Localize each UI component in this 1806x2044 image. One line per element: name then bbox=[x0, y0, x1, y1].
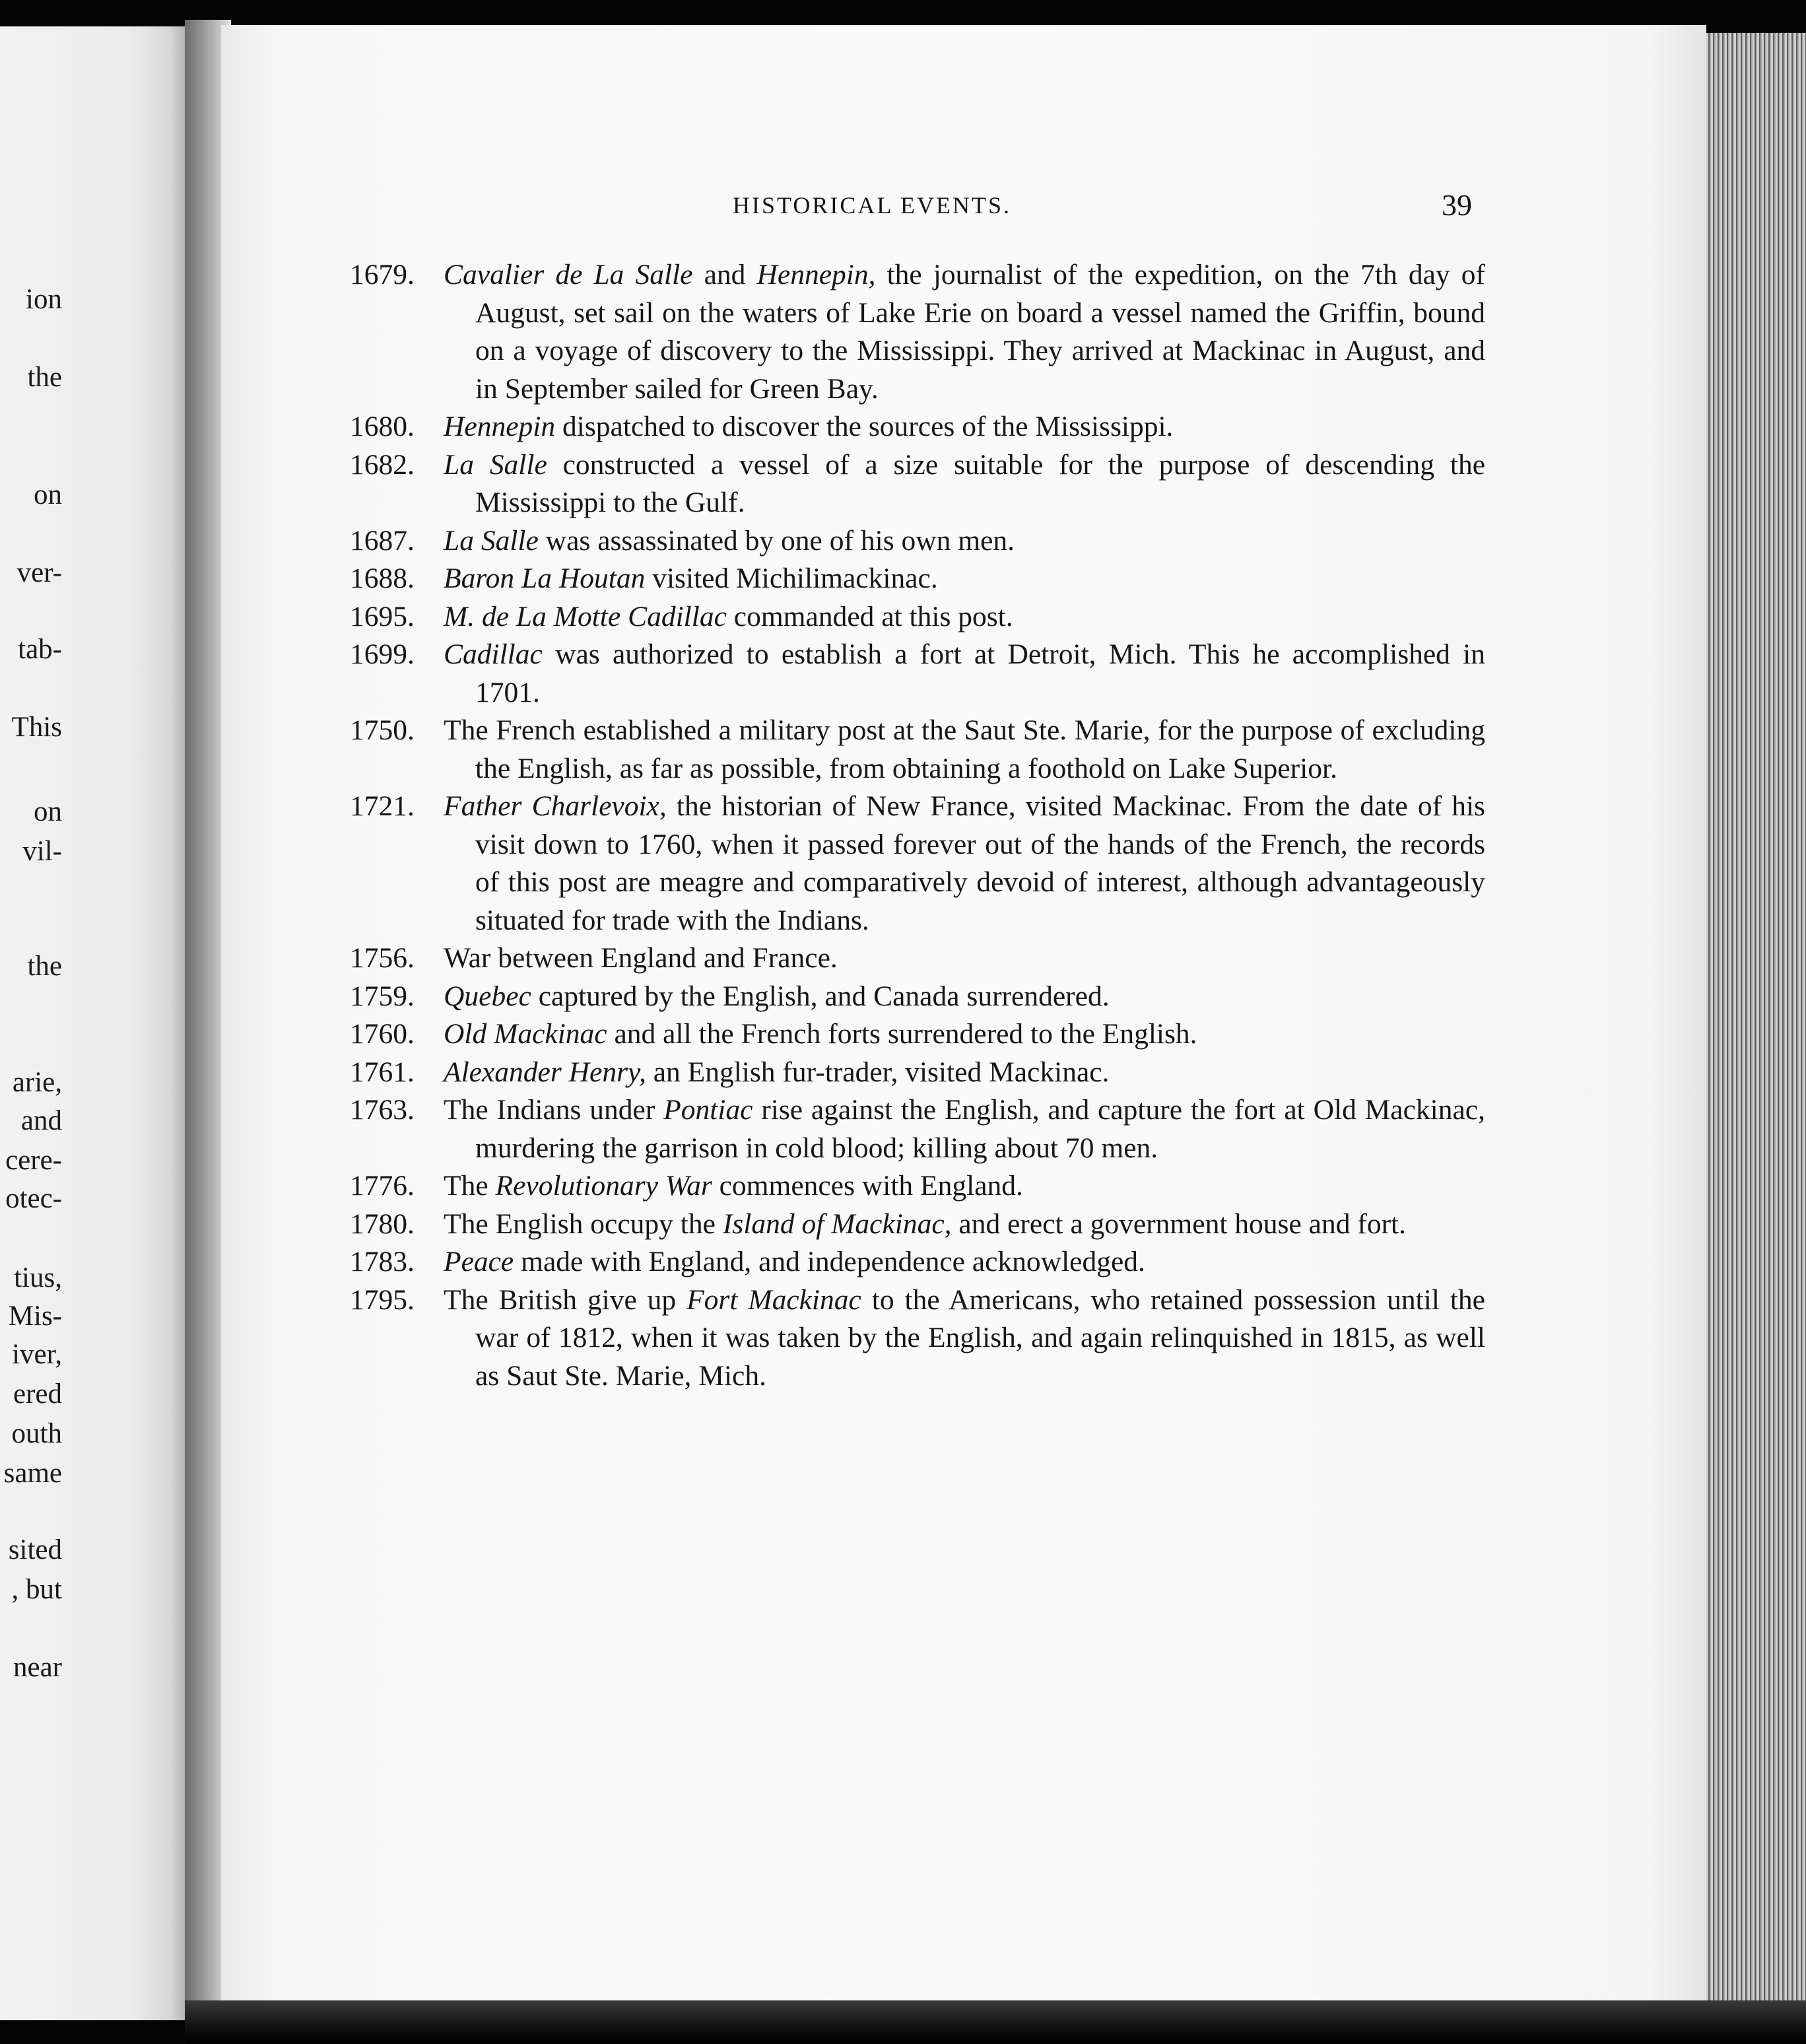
event-text: the historian of New France, visited Mackinac. From the date of his visit down to 1760, when it passed forever out of the hands of the French, the records of this post are meagre and comparatively devoid of interest, although advantageously situated for trade with the Indians. bbox=[475, 790, 1485, 936]
event-text: War between England and France. bbox=[444, 942, 838, 974]
event-text: was assassinated by one of his own men. bbox=[538, 524, 1015, 557]
left-page-fragment: the bbox=[27, 951, 62, 982]
event-text: and bbox=[692, 259, 757, 290]
event-text: commences with England. bbox=[712, 1170, 1023, 1202]
event-text: The Indians under bbox=[444, 1094, 664, 1126]
event-text: The British give up bbox=[444, 1283, 687, 1316]
left-page-fragment: on bbox=[34, 479, 62, 510]
event-entry bbox=[350, 1206, 1485, 1244]
event-text: and erect a government house and fort. bbox=[951, 1208, 1407, 1240]
event-text: visited Michilimackinac. bbox=[645, 562, 938, 594]
event-entry bbox=[350, 522, 1485, 561]
left-page-fragment: otec- bbox=[5, 1183, 62, 1214]
bottom-edge-shadow bbox=[185, 2000, 1806, 2044]
event-entry bbox=[350, 636, 1485, 712]
event-year: 1750. bbox=[350, 714, 415, 746]
left-page-fragment: cere- bbox=[5, 1145, 62, 1176]
event-year: 1761. bbox=[350, 1056, 415, 1088]
event-year: 1679. bbox=[350, 259, 415, 290]
left-page-fragment: arie, bbox=[12, 1067, 62, 1098]
event-text: an English fur-trader, visited Mackinac. bbox=[646, 1056, 1110, 1088]
event-entry bbox=[350, 1243, 1485, 1281]
event-year: 1759. bbox=[350, 980, 415, 1012]
event-text: and all the French forts surrendered to the English. bbox=[607, 1018, 1197, 1050]
event-year: 1760. bbox=[350, 1018, 415, 1050]
event-text: dispatched to discover the sources of the Mississippi. bbox=[555, 411, 1174, 442]
event-name-italic: Father Charlevoix, bbox=[444, 790, 667, 822]
event-name-italic: Baron La Houtan bbox=[444, 562, 646, 594]
event-year: 1795. bbox=[350, 1283, 415, 1316]
event-text: The bbox=[444, 1170, 496, 1202]
left-page-fragment: and bbox=[20, 1105, 62, 1136]
event-year: 1721. bbox=[350, 790, 415, 822]
event-name-italic: La Salle bbox=[444, 448, 547, 481]
event-name-italic: Old Mackinac bbox=[444, 1018, 607, 1050]
event-name-italic: M. de La Motte Cadillac bbox=[444, 600, 727, 632]
left-page-fragment: on bbox=[34, 796, 62, 827]
event-entry bbox=[350, 1167, 1485, 1206]
event-name-italic: Hennepin bbox=[444, 411, 556, 442]
event-name-italic: Quebec bbox=[444, 980, 531, 1012]
event-text: was authorized to establish a fort at Detroit, Mich. This he accomplished in 1701. bbox=[475, 638, 1485, 708]
event-entry bbox=[350, 1015, 1485, 1054]
event-name-italic: Pontiac bbox=[663, 1094, 753, 1126]
left-page-fragment: , but bbox=[11, 1574, 62, 1605]
event-year: 1699. bbox=[350, 638, 415, 670]
event-year: 1688. bbox=[350, 562, 415, 594]
event-name-italic: Cadillac bbox=[444, 638, 543, 670]
event-entry bbox=[350, 712, 1485, 788]
event-text: The French established a military post at the Saut Ste. Marie, for the purpose of excluding the English, as far as possible, from obtaining a foothold on Lake Superior. bbox=[444, 714, 1485, 784]
left-page-fragment: outh bbox=[11, 1418, 62, 1449]
page-edges bbox=[1706, 33, 1806, 2007]
left-page-fragment: This bbox=[11, 712, 62, 743]
event-text: constructed a vessel of a size suitable for the purpose of descending the Mississippi to the Gulf. bbox=[475, 448, 1486, 518]
left-page-fragment: sited bbox=[8, 1534, 62, 1565]
event-year: 1776. bbox=[350, 1170, 415, 1202]
left-page-fragment: tius, bbox=[14, 1262, 62, 1293]
event-year: 1756. bbox=[350, 942, 415, 974]
event-entry bbox=[350, 788, 1485, 939]
event-text: commanded at this post. bbox=[726, 600, 1013, 632]
event-name-italic: Peace bbox=[444, 1246, 514, 1278]
event-entry bbox=[350, 408, 1485, 446]
left-page-fragment: the bbox=[27, 362, 62, 393]
left-page-text-fragments bbox=[0, 26, 62, 2020]
event-name-italic: Revolutionary War bbox=[495, 1170, 712, 1202]
event-year: 1780. bbox=[350, 1208, 415, 1240]
event-name-italic: Fort Mackinac bbox=[686, 1283, 861, 1316]
event-entry bbox=[350, 1091, 1485, 1167]
event-text: made with England, and independence acknowledged. bbox=[514, 1246, 1145, 1278]
running-head: HISTORICAL EVENTS. bbox=[733, 192, 1011, 219]
event-name-italic: Hennepin, bbox=[756, 259, 876, 290]
left-page-fragment: ion bbox=[26, 284, 62, 315]
left-page-fragment: Mis- bbox=[8, 1301, 62, 1332]
event-text: The English occupy the bbox=[444, 1208, 723, 1240]
event-year: 1680. bbox=[350, 411, 415, 442]
left-page-fragment: ver- bbox=[17, 557, 62, 588]
left-page-fragment: near bbox=[13, 1652, 62, 1683]
event-year: 1783. bbox=[350, 1246, 415, 1278]
event-entry bbox=[350, 978, 1485, 1016]
left-page-fragment: tab- bbox=[18, 634, 62, 665]
event-entry bbox=[350, 1281, 1485, 1396]
event-entry bbox=[350, 446, 1485, 522]
left-page-fragment: vil- bbox=[22, 836, 62, 867]
event-entry bbox=[350, 598, 1485, 636]
page-number: 39 bbox=[1442, 188, 1472, 222]
event-name-italic: Cavalier de La Salle bbox=[444, 259, 693, 290]
event-entry bbox=[350, 256, 1485, 408]
event-entry bbox=[350, 939, 1485, 978]
event-text: the journalist of the expedition, on the 7th day of August, set sail on the waters of Lake Erie on board a vessel named the Griffin, bound on a voyage of discovery to the Mississippi. They arrived at Mackinac in August, and in September sailed for Green Bay. bbox=[475, 259, 1485, 405]
left-page-fragment: iver, bbox=[12, 1339, 62, 1370]
event-year: 1682. bbox=[350, 448, 415, 481]
event-entry bbox=[350, 1054, 1485, 1092]
left-page-fragment: same bbox=[3, 1458, 62, 1489]
event-name-italic: La Salle bbox=[444, 524, 539, 557]
event-entry bbox=[350, 560, 1485, 598]
left-page-fragment: ered bbox=[13, 1379, 62, 1410]
event-text: rise against the English, and capture the fort at Old Mackinac, murdering the garrison in cold blood; killing about 70 men. bbox=[475, 1094, 1485, 1164]
event-year: 1763. bbox=[350, 1094, 415, 1126]
left-page bbox=[0, 26, 185, 2020]
event-name-italic: Alexander Henry, bbox=[444, 1056, 646, 1088]
event-name-italic: Island of Mackinac, bbox=[722, 1208, 952, 1240]
event-year: 1695. bbox=[350, 600, 415, 632]
event-text: to the Americans, who retained possession until the war of 1812, when it was taken by the English, and again relinquished in 1815, as well as Saut Ste. Marie, Mich. bbox=[475, 1283, 1485, 1392]
historical-events-list bbox=[350, 256, 1485, 1395]
event-text: captured by the English, and Canada surrendered. bbox=[531, 980, 1110, 1012]
event-year: 1687. bbox=[350, 524, 415, 557]
